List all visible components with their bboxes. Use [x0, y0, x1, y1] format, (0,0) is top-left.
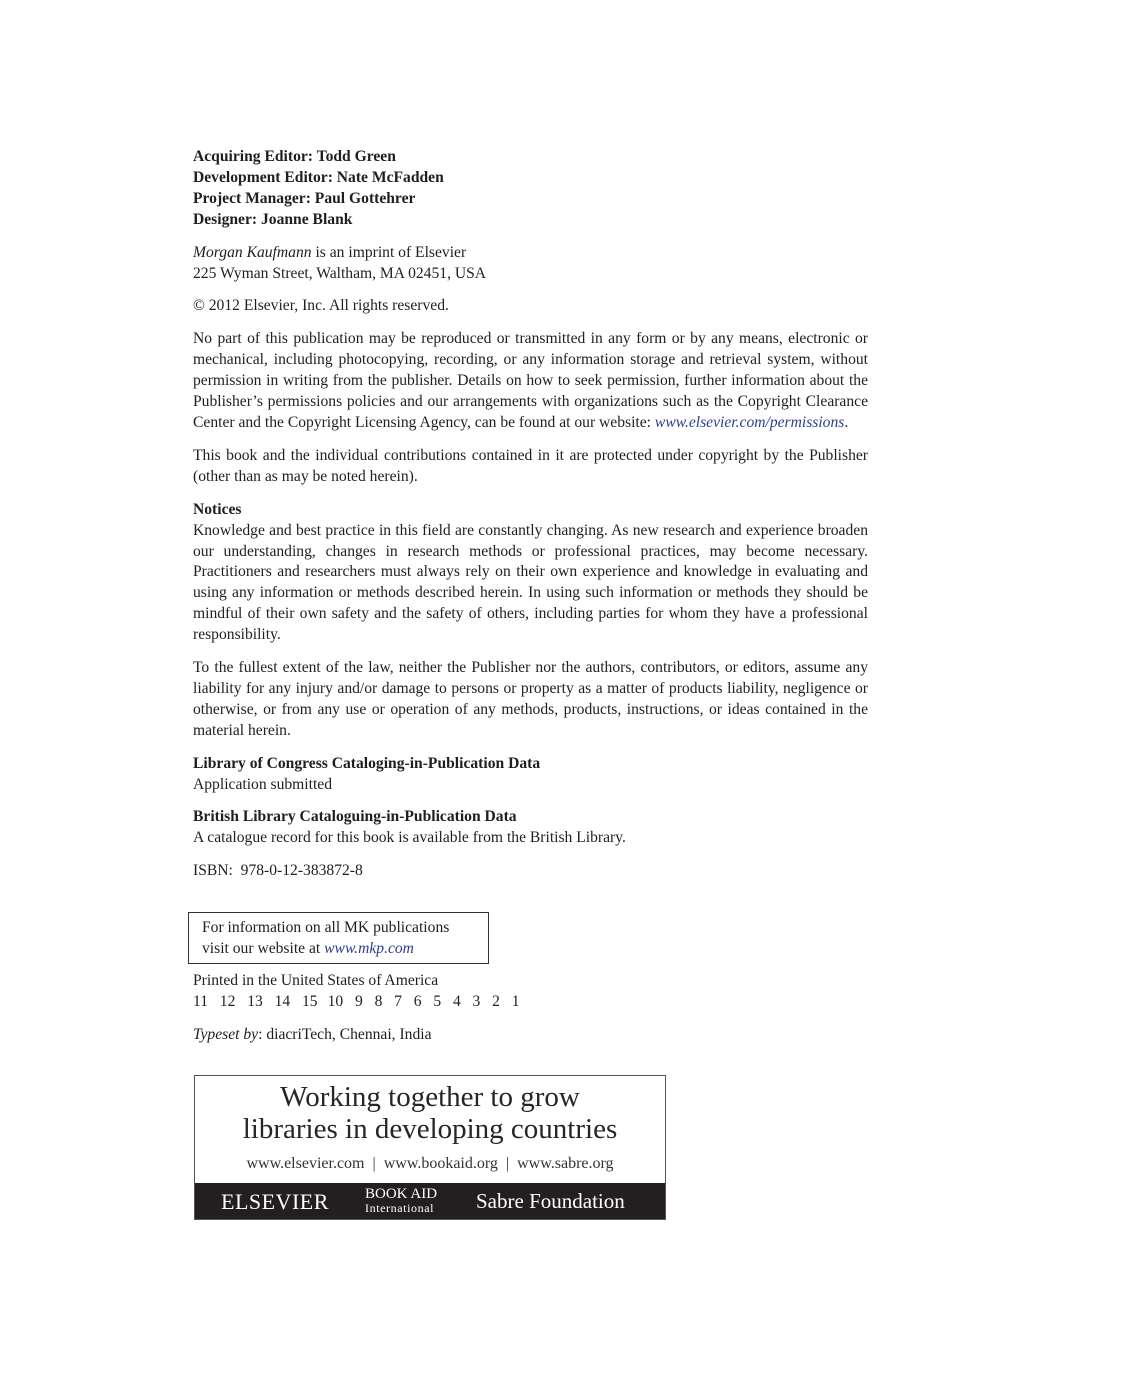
development-editor: Development Editor: Nate McFadden	[193, 168, 444, 186]
permissions-end: .	[844, 413, 849, 431]
url-separator: |	[372, 1155, 376, 1172]
printing-years: 11 12 13 14 15	[193, 992, 318, 1010]
permissions-link[interactable]: www.elsevier.com/permissions	[654, 413, 845, 431]
printing-impressions: 10 9 8 7 6 5 4 3 2 1	[327, 992, 520, 1010]
imprint-name: Morgan Kaufmann	[193, 243, 312, 261]
bookaid-url[interactable]: www.bookaid.org	[383, 1155, 498, 1172]
printing-line	[193, 992, 868, 1013]
mk-info-box	[188, 912, 489, 964]
elsevier-logo: ELSEVIER	[221, 1189, 329, 1214]
url-separator: |	[505, 1155, 510, 1172]
british-library-data	[193, 807, 868, 849]
loc-text: Application submitted	[193, 775, 333, 793]
typeset-line	[193, 1025, 868, 1046]
imprint-suffix: is an imprint of Elsevier	[311, 243, 467, 261]
notices-heading: Notices	[193, 500, 242, 518]
publisher-address: 225 Wyman Street, Waltham, MA 02451, USA	[193, 264, 487, 282]
banner-title	[195, 1081, 665, 1145]
permissions-paragraph	[193, 329, 868, 434]
loc-data	[193, 754, 868, 796]
typeset-value: : diacriTech, Chennai, India	[258, 1025, 432, 1043]
mkp-link[interactable]: www.mkp.com	[324, 940, 414, 957]
typeset-label: Typeset by	[193, 1025, 259, 1043]
banner-urls	[195, 1155, 665, 1173]
elsevier-url[interactable]: www.elsevier.com	[246, 1155, 365, 1172]
banner-top	[195, 1076, 665, 1184]
notices-section	[193, 500, 868, 646]
sabre-logo: Sabre Foundation	[476, 1189, 625, 1213]
bookaid-logo-line-2: International	[365, 1201, 435, 1215]
library-banner	[194, 1075, 666, 1220]
notices-paragraph-1: Knowledge and best practice in this field are constantly changing. As new research and experience broaden our understanding, changes in research methods or professional practices, may become necessary. Practitioners and researchers must always rely on their own experience and knowledge in evaluating and using any information or methods described herein. In using such information or methods they should be mindful of their own safety and the safety of others, including parties for whom they have a professional responsibility.	[193, 521, 868, 644]
isbn: ISBN: 978-0-12-383872-8	[193, 862, 363, 880]
imprint-line	[193, 243, 868, 264]
designer: Designer: Joanne Blank	[193, 210, 353, 228]
info-line-2-prefix: visit our website at	[202, 940, 325, 957]
bookaid-logo	[365, 1187, 437, 1215]
notices-paragraph-2: To the fullest extent of the law, neither the Publisher nor the authors, contributors, or editors, assume any liability for any injury and/or damage to persons or property as a matter of products liability, negligence or otherwise, or from any use or operation of any methods, products, instructions, or ideas contained in the material herein.	[193, 659, 868, 739]
printed-in: Printed in the United States of America	[193, 972, 439, 989]
copyright-notice: © 2012 Elsevier, Inc. All rights reserved.	[193, 297, 449, 315]
banner-title-line-2: libraries in developing countries	[242, 1113, 618, 1145]
british-library-heading: British Library Cataloguing-in-Publication Data	[193, 808, 517, 826]
sabre-url[interactable]: www.sabre.org	[517, 1155, 614, 1172]
acquiring-editor: Acquiring Editor: Todd Green	[193, 148, 396, 165]
permissions-text: No part of this publication may be reproduced or transmitted in any form or by any means, electronic or mechanical, including photocopying, recording, or any information storage and retrieval system, without permission in writing from the publisher. Details on how to seek permission, further information about the Publisher’s permissions policies and our arrangements with organizations such as the Copyright Clearance Center and the Copyright Licensing Agency, can be found at our website:	[193, 330, 868, 431]
credits	[193, 147, 868, 231]
protection-paragraph: This book and the individual contributions contained in it are protected under copyright by the Publisher (other than as may be noted herein).	[193, 446, 868, 485]
info-line-1: For information on all MK publications	[202, 919, 450, 936]
publisher-info	[193, 243, 868, 285]
banner-logo-strip	[195, 1183, 665, 1219]
project-manager: Project Manager: Paul Gottehrer	[193, 189, 416, 207]
british-library-text: A catalogue record for this book is available from the British Library.	[193, 829, 626, 847]
copyright-page	[193, 147, 868, 882]
loc-heading: Library of Congress Cataloging-in-Publication Data	[193, 754, 541, 772]
info-line-2	[202, 938, 488, 959]
printing-info	[193, 971, 868, 1046]
banner-title-line-1: Working together to grow	[280, 1081, 580, 1113]
bookaid-logo-line-1: BOOK AID	[365, 1186, 438, 1202]
